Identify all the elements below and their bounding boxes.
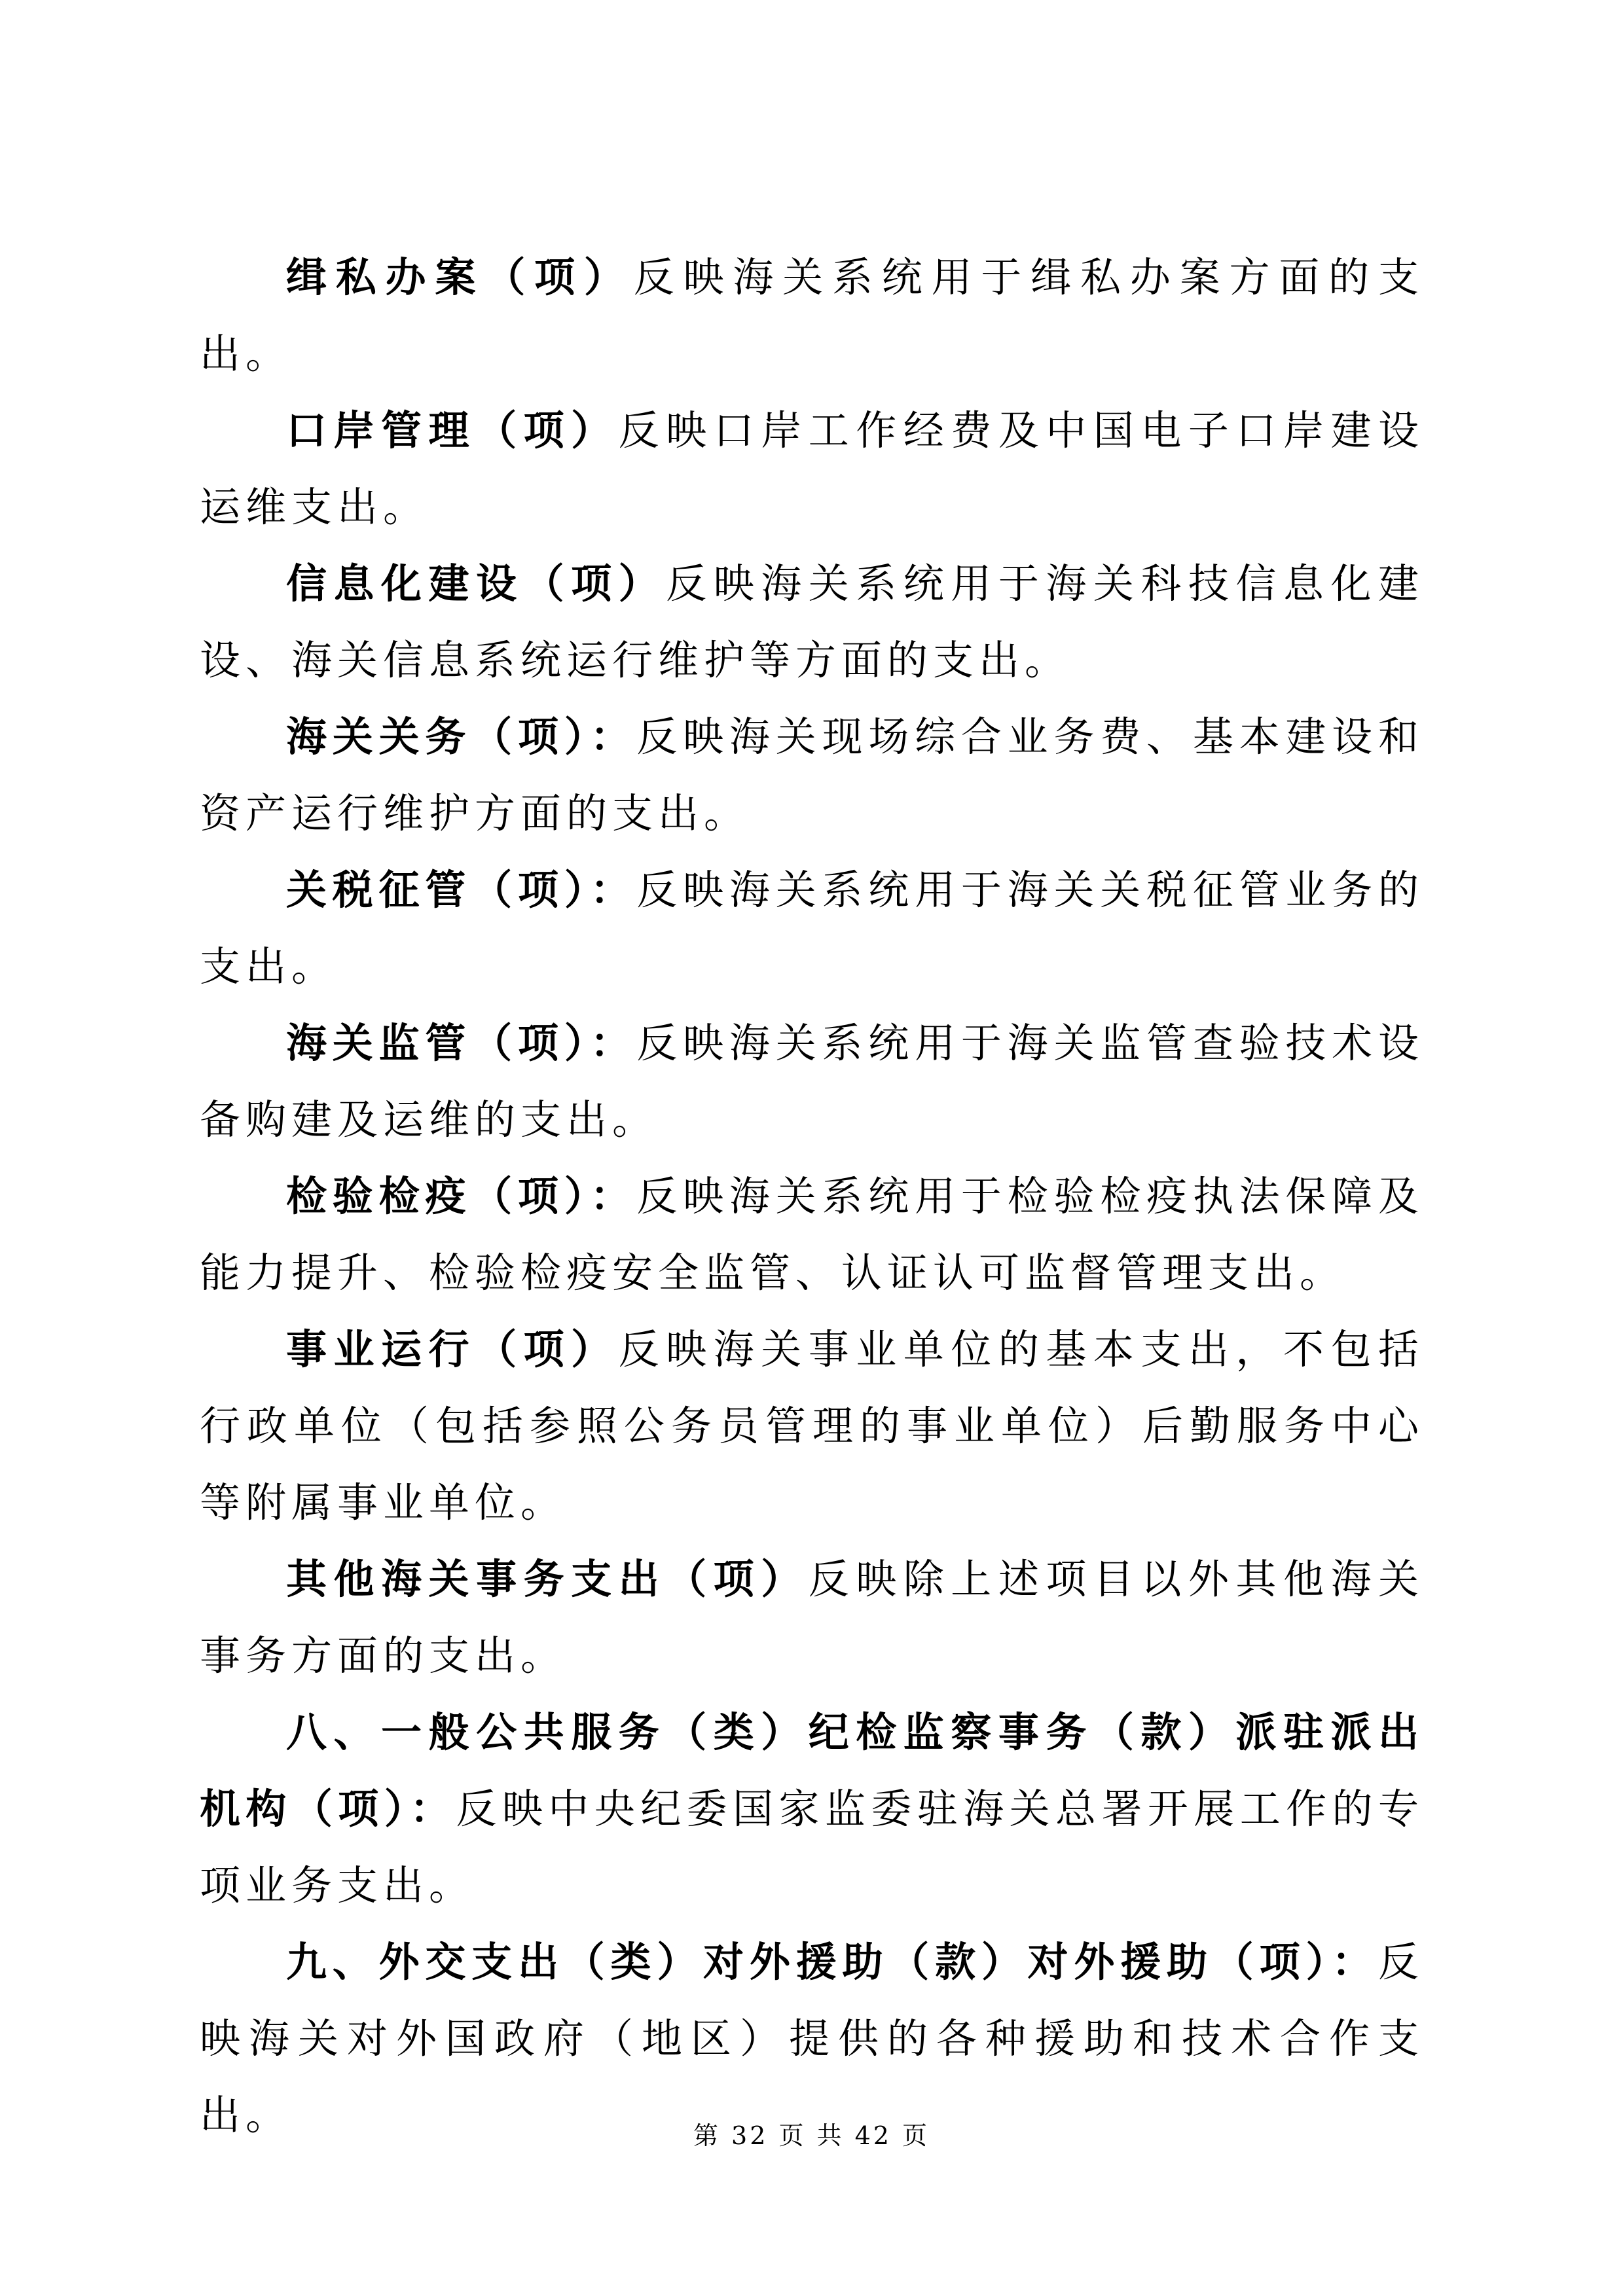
paragraph-term: 海关关务（项）： <box>286 713 637 761</box>
paragraph-text: 反映海关系统用于海关关税征管业务的支出。 <box>200 866 1424 990</box>
paragraph-text: 反映口岸工作经费及中国电子口岸建设运维支出。 <box>200 406 1424 531</box>
paragraph-term: 口岸管理（项） <box>286 406 619 454</box>
paragraph-text: 反映海关对外国政府（地区）提供的各种援助和技术合作支出。 <box>200 1938 1424 2139</box>
paragraph-term: 信息化建设（项） <box>286 560 666 607</box>
paragraph-text: 反映海关现场综合业务费、基本建设和资产运行维护方面的支出。 <box>200 713 1424 837</box>
paragraph-customs-affairs <box>200 698 1424 852</box>
paragraph-term: 八、一般公共服务（类）纪检监察事务（款）派驻派出机构（项）： <box>200 1708 1424 1833</box>
paragraph-term: 检验检疫（项）： <box>286 1172 637 1220</box>
paragraph-other-customs-expenditure <box>200 1541 1424 1694</box>
paragraph-customs-supervision <box>200 1005 1424 1158</box>
paragraph-term: 事业运行（项） <box>286 1325 619 1373</box>
paragraph-institution-operation <box>200 1311 1424 1541</box>
paragraph-text: 反映除上述项目以外其他海关事务方面的支出。 <box>200 1555 1424 1679</box>
paragraph-smuggling-cases <box>200 239 1424 392</box>
paragraph-text: 反映中央纪委国家监委驻海关总署开展工作的专项业务支出。 <box>200 1785 1424 1909</box>
document-body <box>200 239 1424 2153</box>
paragraph-informatization <box>200 545 1424 698</box>
paragraph-inspection-quarantine <box>200 1158 1424 1311</box>
paragraph-term: 其他海关事务支出（项） <box>286 1555 809 1603</box>
paragraph-text: 反映海关系统用于海关科技信息化建设、海关信息系统运行维护等方面的支出。 <box>200 560 1424 684</box>
page-number-footer: 第 32 页 共 42 页 <box>693 2121 930 2150</box>
paragraph-term: 关税征管（项）： <box>286 866 637 914</box>
paragraph-text: 反映海关事业单位的基本支出，不包括行政单位（包括参照公务员管理的事业单位）后勤服务中心等附属事业单位。 <box>200 1325 1424 1526</box>
paragraph-term: 海关监管（项）： <box>286 1019 637 1067</box>
paragraph-text: 反映海关系统用于海关监管查验技术设备购建及运维的支出。 <box>200 1019 1424 1143</box>
paragraph-text: 反映海关系统用于缉私办案方面的支出。 <box>200 253 1424 378</box>
paragraph-term: 九、外交支出（类）对外援助（款）对外援助（项）： <box>286 1938 1378 1986</box>
paragraph-term: 缉私办案（项） <box>286 253 634 301</box>
paragraph-tariff-collection <box>200 852 1424 1005</box>
paragraph-section-eight <box>200 1694 1424 1924</box>
paragraph-text: 反映海关系统用于检验检疫执法保障及能力提升、检验检疫安全监管、认证认可监督管理支出。 <box>200 1172 1424 1297</box>
paragraph-port-management <box>200 392 1424 545</box>
